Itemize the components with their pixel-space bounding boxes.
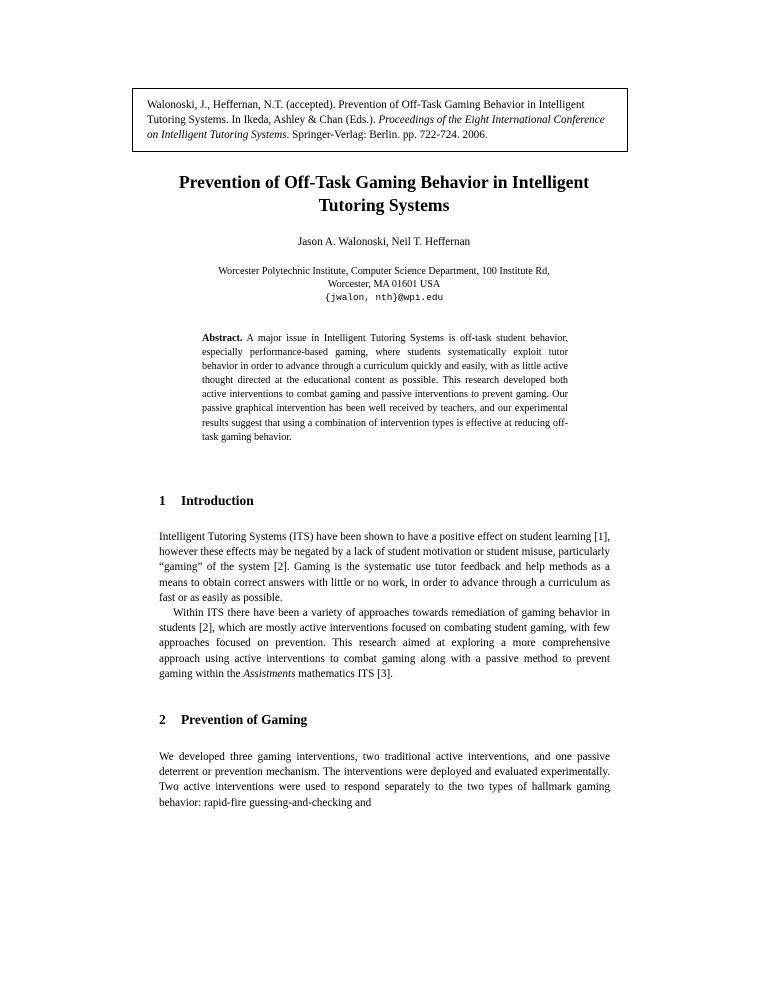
citation-text: Walonoski, J., Heffernan, N.T. (accepted). Prevention of Off-Task Gaming Behavior in Intelligent Tutoring Systems. In Ikeda, Ashley & Chan (Eds.). xyxy=(147,99,585,126)
section-heading-introduction xyxy=(159,493,254,509)
email: {jwalon, nth}@wpi.edu xyxy=(324,292,444,303)
section-title: Introduction xyxy=(181,493,254,508)
abstract-label: Abstract. xyxy=(202,333,243,344)
section-title: Prevention of Gaming xyxy=(181,712,308,727)
affiliation xyxy=(150,265,618,304)
intro-paragraph-2-end: mathematics ITS [3]. xyxy=(295,667,393,680)
citation-box xyxy=(132,88,628,152)
prevention-paragraph-1: We developed three gaming interventions, two traditional active interventions, and one passive deterrent or prevention mechanism. The interventions were deployed and evaluated experimentally. Two active interventions were used to respond separately to the two types of hallmark gaming behavior: rapid-fire guessing-and-checking and xyxy=(159,751,610,809)
section-heading-prevention xyxy=(159,712,307,728)
abstract-text: A major issue in Intelligent Tutoring Systems is off-task student behavior, especially performance-based gaming, where students systematically exploit tutor behavior in order to advance through a curriculum quickly and easily, with as little active thought directed at the educational content as possible. This research developed both active interventions to combat gaming and passive interventions to prevent gaming. Our passive graphical intervention has been well received by teachers, and our experimental results suggest that using a combination of intervention types is effective at reducing off-task gaming behavior. xyxy=(202,333,568,443)
intro-paragraph-1: Intelligent Tutoring Systems (ITS) have been shown to have a positive effect on student learning [1], however these effects may be negated by a lack of student motivation or student misuse, particularly “gaming” of the system [2]. Gaming is the systematic use tutor feedback and help methods as a means to obtain correct answers with little or no work, in order to advance through a curriculum as fast or as easily as possible. xyxy=(159,531,610,604)
affiliation-line-2: Worcester, MA 01601 USA xyxy=(327,279,441,290)
citation-proceedings: Proceedings of the Eight International Conference on Intelligent Tutoring Systems xyxy=(147,114,605,141)
intro-paragraph-2 xyxy=(159,606,610,682)
paper-title: Prevention of Off-Task Gaming Behavior in Intelligent Tutoring Systems xyxy=(178,172,590,215)
authors: Jason A. Walonoski, Neil T. Heffernan xyxy=(297,236,471,248)
affiliation-line-1: Worcester Polytechnic Institute, Computer Science Department, 100 Institute Rd, xyxy=(218,266,550,277)
citation-publisher: . Springer-Verlag: Berlin. pp. 722-724. 2006. xyxy=(286,129,488,141)
assistments-term: Assistments xyxy=(243,667,296,680)
section-number: 2 xyxy=(159,712,166,727)
abstract xyxy=(202,332,568,445)
section-number: 1 xyxy=(159,493,166,508)
intro-paragraph-2-text: Within ITS there have been a variety of approaches towards remediation of gaming behavior in students [2], which are mostly active interventions focused on combating student gaming, with few approaches focused on prevention. This research aimed at exploring a more comprehensive approach using active interventions to combat gaming along with a passive method to prevent gaming within the xyxy=(159,607,610,680)
